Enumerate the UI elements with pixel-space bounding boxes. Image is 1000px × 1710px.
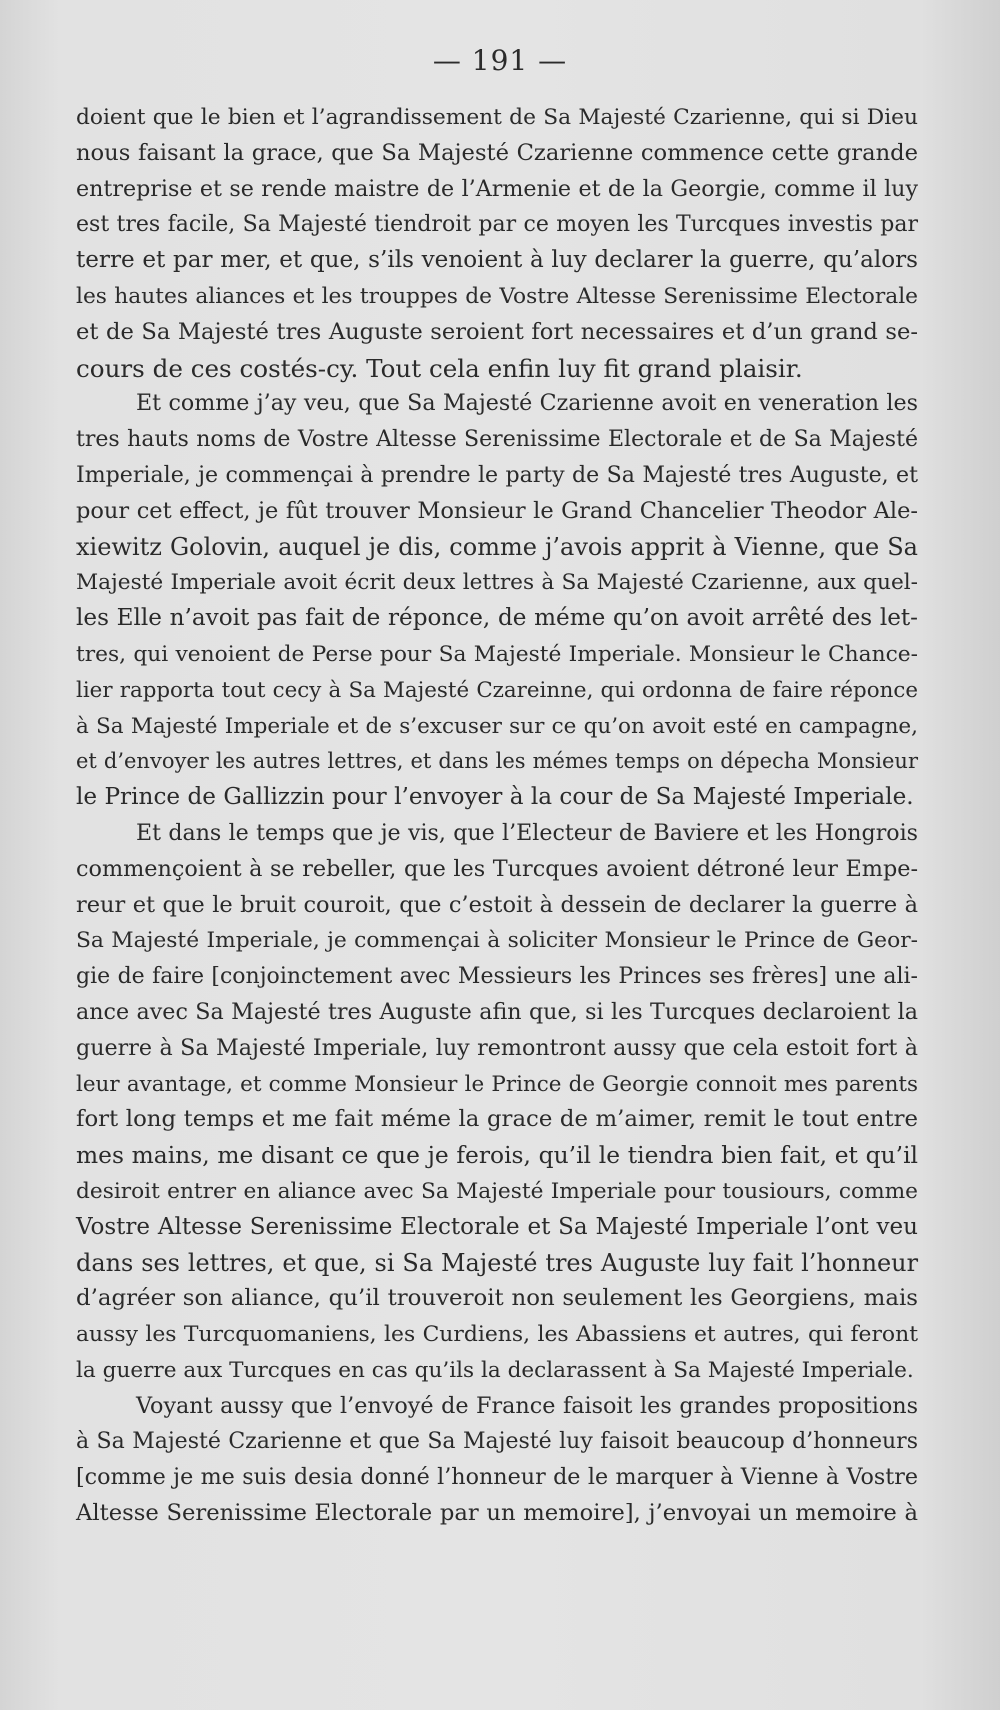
paragraph-1 bbox=[76, 100, 918, 386]
text-line: Et dans le temps que je vis, que l’Electeur de Baviere et les Hongrois bbox=[136, 819, 918, 846]
text-line: Vostre Altesse Serenissime Electorale et Sa Majesté Imperiale l’ont veu bbox=[76, 1213, 918, 1240]
text-line: Altesse Serenissime Electorale par un memoire], j’envoyai un memoire à bbox=[76, 1500, 918, 1527]
text-line: à Sa Majesté Imperiale et de s’excuser sur ce qu’on avoit esté en campagne, bbox=[76, 713, 918, 739]
text-line: ance avec Sa Majesté tres Auguste afin que, si les Turcques declaroient la bbox=[76, 998, 918, 1025]
text-line: tres hauts noms de Vostre Altesse Serenissime Electorale et de Sa Majesté bbox=[76, 427, 918, 453]
text-line: fort long temps et me fait méme la grace de m’aimer, remit le tout entre bbox=[76, 1106, 918, 1133]
text-line: dans ses lettres, et que, si Sa Majesté tres Auguste luy fait l’honneur bbox=[76, 1248, 918, 1277]
text-line: guerre à Sa Majesté Imperiale, luy remontront aussy que cela estoit fort à bbox=[76, 1034, 918, 1061]
text-line: et d’envoyer les autres lettres, et dans les mémes temps on dépecha Monsieur bbox=[76, 749, 918, 774]
text-line: xiewitz Golovin, auquel je dis, comme j’avois apprit à Vienne, que Sa bbox=[76, 532, 918, 561]
text-line: et de Sa Majesté tres Auguste seroient fort necessaires et d’un grand se- bbox=[76, 318, 918, 345]
text-line: commençoient à se rebeller, que les Turcques avoient détroné leur Empe- bbox=[76, 855, 918, 882]
text-line: le Prince de Gallizzin pour l’envoyer à la cour de Sa Majesté Imperiale. bbox=[76, 784, 914, 811]
body-text bbox=[76, 100, 918, 1532]
text-line: Imperiale, je commençai à prendre le party de Sa Majesté tres Auguste, et bbox=[76, 461, 918, 488]
text-line: Sa Majesté Imperiale, je commençai à soliciter Monsieur le Prince de Geor- bbox=[76, 928, 918, 954]
text-line: tres, qui venoient de Perse pour Sa Majesté Imperiale. Monsieur le Chance- bbox=[76, 641, 918, 667]
paragraph-3 bbox=[76, 816, 918, 1389]
text-line: doient que le bien et l’agrandissement de Sa Majesté Czarienne, qui si Dieu bbox=[76, 105, 918, 130]
text-line: terre et par mer, et que, s’ils venoient à luy declarer la guerre, qu’alors bbox=[76, 247, 918, 274]
text-line: les Elle n’avoit pas fait de réponce, de méme qu’on avoit arrêté des let- bbox=[76, 605, 918, 632]
text-line: d’agréer son aliance, qu’il trouveroit non seulement les Georgiens, mais bbox=[76, 1285, 918, 1312]
text-line: est tres facile, Sa Majesté tiendroit par ce moyen les Turcques investis par bbox=[76, 212, 918, 238]
text-line: reur et que le bruit couroit, que c’estoit à dessein de declarer la guerre à bbox=[76, 891, 918, 918]
text-line: desiroit entrer en aliance avec Sa Majesté Imperiale pour tousiours, comme bbox=[76, 1178, 918, 1204]
page-number: — 191 — bbox=[432, 44, 568, 77]
text-line: gie de faire [conjoinctement avec Messieurs les Princes ses frères] une ali- bbox=[76, 964, 918, 990]
text-line: Et comme j’ay veu, que Sa Majesté Czarienne avoit en veneration les bbox=[136, 390, 918, 417]
text-line: aussy les Turcquomaniens, les Curdiens, les Abassiens et autres, qui feront bbox=[76, 1322, 918, 1348]
text-line: Majesté Imperiale avoit écrit deux lettres à Sa Majesté Czarienne, aux quel- bbox=[76, 570, 918, 596]
text-line: [comme je me suis desia donné l’honneur de le marquer à Vienne à Vostre bbox=[76, 1464, 918, 1491]
text-line: nous faisant la grace, que Sa Majesté Czarienne commence cette grande bbox=[76, 139, 918, 166]
text-line: les hautes aliances et les trouppes de Vostre Altesse Serenissime Electorale bbox=[76, 283, 918, 309]
text-line: pour cet effect, je fût trouver Monsieur le Grand Chancelier Theodor Ale- bbox=[76, 497, 918, 524]
text-line: mes mains, me disant ce que je ferois, qu’il le tiendra bien fait, et qu’il bbox=[76, 1141, 918, 1170]
paragraph-4 bbox=[76, 1389, 918, 1532]
text-line: entreprise et se rende maistre de l’Armenie et de la Georgie, comme il luy bbox=[76, 175, 918, 202]
text-line: leur avantage, et comme Monsieur le Prince de Georgie connoit mes parents bbox=[76, 1071, 918, 1097]
text-line: la guerre aux Turcques en cas qu’ils la declarassent à Sa Majesté Imperiale. bbox=[76, 1357, 914, 1383]
text-line: à Sa Majesté Czarienne et que Sa Majesté luy faisoit beaucoup d’honneurs bbox=[76, 1429, 918, 1455]
paragraph-2 bbox=[76, 386, 918, 816]
text-line: Voyant aussy que l’envoyé de France faisoit les grandes propositions bbox=[136, 1392, 918, 1419]
text-line: cours de ces costés-cy. Tout cela enfin luy fit grand plaisir. bbox=[76, 353, 803, 383]
text-line: lier rapporta tout cecy à Sa Majesté Czareinne, qui ordonna de faire réponce bbox=[76, 677, 918, 703]
